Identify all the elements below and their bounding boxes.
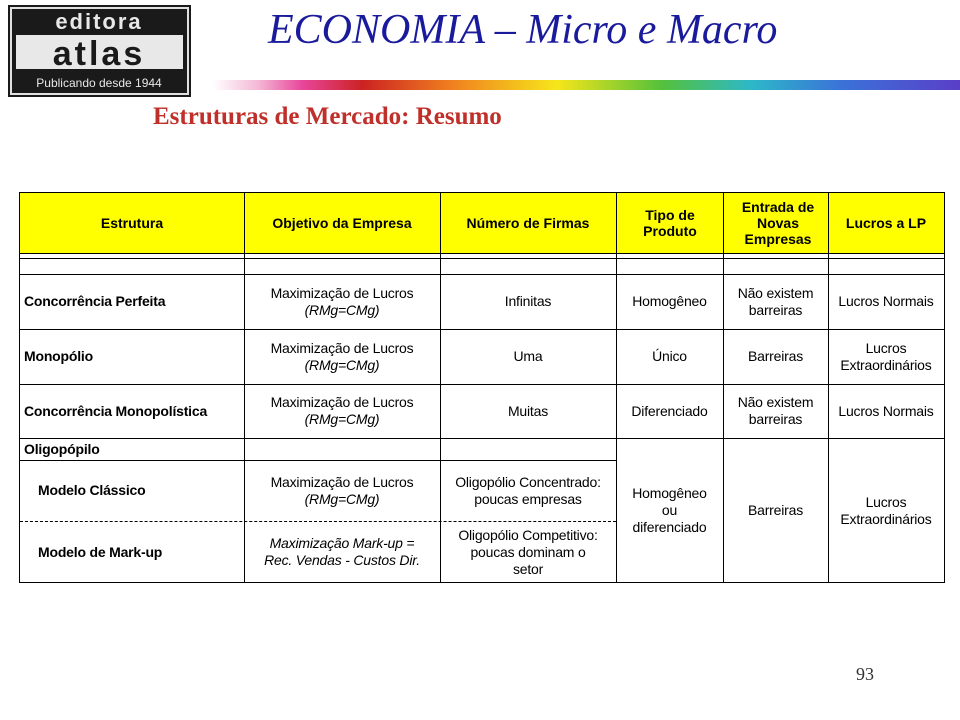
goal-formula: (RMg=CMg) [304,490,380,507]
goal-formula: (RMg=CMg) [304,301,380,318]
row-profit: Lucros Extraordinários [840,339,932,373]
page-number: 93 [856,664,874,684]
page-title: ECONOMIA – Micro e Macro [268,7,778,53]
goal-line: Maximização de Lucros [270,473,414,490]
oligopoly-model-goal [244,522,440,582]
row-firms: Muitas [507,402,549,419]
row-goal [244,329,440,384]
oligopoly-model-goal [244,460,440,521]
row-structure: Monopólio [24,348,93,364]
oligopoly-label: Oligopópilo [24,440,100,457]
row-profit: Lucros Normais [838,293,934,309]
rainbow-divider [213,80,960,90]
oligopoly-model-name: Modelo de Mark-up [38,543,163,560]
editora-atlas-logo [8,5,191,97]
goal-line: Maximização de Lucros [270,394,414,410]
goal-line: Maximização de Lucros [270,284,414,301]
logo-line-2: atlas [52,35,146,73]
slide-subtitle: Estruturas de Mercado: Resumo [153,103,502,130]
row-entry: Barreiras [748,348,803,364]
header-numero-firmas: Número de Firmas [466,215,590,231]
row-structure: Concorrência Monopolística [24,402,208,419]
oligopoly-model-firms: Oligopólio Competitivo: poucas dominam o setor [458,526,598,577]
row-divider [20,258,944,259]
row-structure: Concorrência Perfeita [24,293,166,309]
header-estrutura: Estrutura [100,215,164,231]
row-firms: Infinitas [504,293,552,309]
oligopoly-entry: Barreiras [748,502,803,518]
oligopoly-profit: Lucros Extraordinários [840,493,932,527]
header-tipo-produto: Tipo de Produto [643,207,697,239]
goal-formula: (RMg=CMg) [304,411,380,427]
market-structures-table [19,192,945,583]
header-objetivo: Objetivo da Empresa [272,215,412,231]
row-goal [244,274,440,329]
goal-line: Maximização Mark-up = [269,535,415,551]
oligopoly-model-firms: Oligopólio Concentrado: poucas empresas [455,473,601,507]
oligopoly-model-name: Modelo Clássico [38,482,146,498]
goal-line: Maximização de Lucros [270,339,414,356]
row-product: Homogêneo [632,293,707,309]
oligopoly-product: Homogêneo ou diferenciado [632,485,707,535]
header-lucros-lp: Lucros a LP [845,215,927,231]
row-goal [244,384,440,438]
goal-formula: (RMg=CMg) [304,356,380,373]
row-firms: Uma [513,348,543,364]
logo-line-1: editora [55,9,143,34]
goal-formula: Rec. Vendas - Custos Dir. [264,552,420,568]
row-profit: Lucros Normais [838,402,934,419]
logo-graphic [8,5,191,97]
logo-line-3: Publicando desde 1944 [36,76,162,90]
row-entry: Não existem barreiras [737,284,814,318]
row-product: Diferenciado [631,402,708,419]
header-entrada: Entrada de Novas Empresas [741,199,815,247]
row-entry: Não existem barreiras [737,394,814,427]
row-product: Único [652,348,687,364]
